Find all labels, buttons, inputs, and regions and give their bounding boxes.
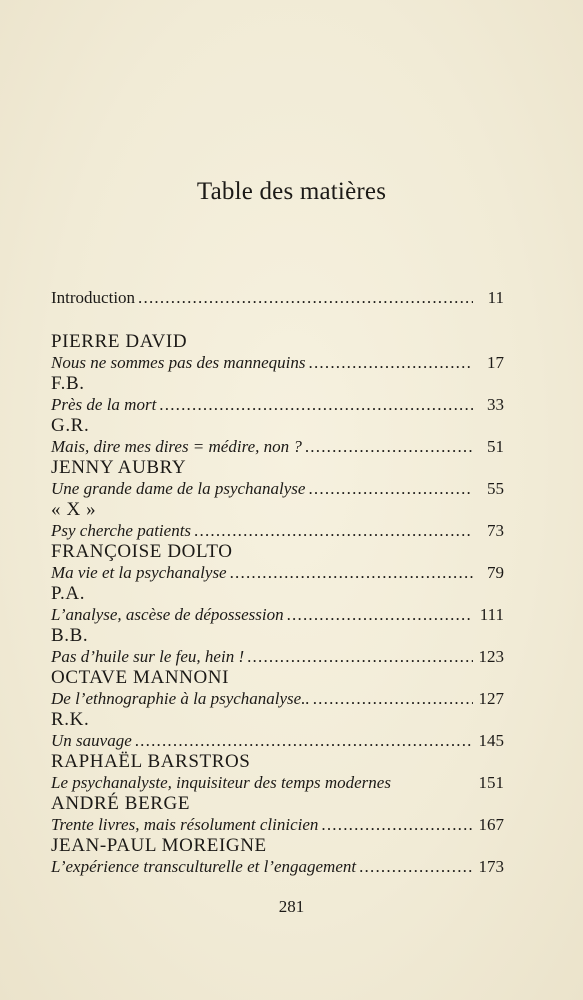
toc-author: R.K. [51, 709, 90, 730]
toc-introduction-page: 11 [487, 288, 504, 307]
leader-dots [287, 604, 473, 625]
leader-dots [308, 478, 473, 499]
toc-page-number: 145 [478, 731, 504, 750]
toc-entry [51, 373, 504, 415]
toc-author: OCTAVE MANNONI [51, 667, 230, 688]
toc-entry [51, 415, 504, 457]
toc-author: G.R. [51, 415, 90, 436]
toc-entries [51, 331, 504, 877]
table-of-contents [51, 287, 504, 877]
toc-author: RAPHAËL BARSTROS [51, 751, 251, 772]
toc-entry [51, 709, 504, 751]
toc-chapter-row [51, 436, 504, 457]
toc-page-number: 73 [487, 521, 504, 540]
toc-chapter-row [51, 394, 504, 415]
leader-dots [230, 562, 473, 583]
toc-entry [51, 625, 504, 667]
toc-page-number: 123 [478, 647, 504, 666]
leader-dots [194, 520, 473, 541]
toc-page-number: 79 [487, 563, 504, 582]
toc-chapter-title: Trente livres, mais résolument clinicien [51, 815, 319, 834]
toc-chapter-title: Pas d’huile sur le feu, hein ! [51, 647, 245, 666]
toc-chapter-row [51, 688, 504, 709]
toc-author: JEAN-PAUL MOREIGNE [51, 835, 267, 856]
toc-author: PIERRE DAVID [51, 331, 188, 352]
toc-chapter-row [51, 604, 504, 625]
toc-entry [51, 457, 504, 499]
toc-page-number: 151 [478, 773, 504, 792]
toc-page-number: 127 [478, 689, 504, 708]
toc-entry [51, 793, 504, 835]
toc-chapter-title: Près de la mort [51, 395, 157, 414]
toc-chapter-row [51, 772, 504, 793]
toc-chapter-row [51, 730, 504, 751]
toc-entry [51, 331, 504, 373]
toc-entry [51, 499, 504, 541]
toc-chapter-title: Nous ne sommes pas des mannequins [51, 353, 306, 372]
toc-chapter-row [51, 478, 504, 499]
toc-chapter-title: L’expérience transculturelle et l’engagement [51, 857, 357, 876]
toc-chapter-title: Ma vie et la psychanalyse [51, 563, 227, 582]
toc-chapter-row [51, 562, 504, 583]
leader-dots [321, 814, 473, 835]
toc-chapter-row [51, 856, 504, 877]
toc-author: B.B. [51, 625, 89, 646]
toc-chapter-title: Psy cherche patients [51, 521, 192, 540]
page-title: Table des matières [196, 178, 387, 205]
toc-chapter-title: Le psychanalyste, inquisiteur des temps modernes [51, 773, 391, 792]
toc-entry [51, 583, 504, 625]
leader-dots [138, 287, 473, 308]
toc-page-number: 55 [487, 479, 504, 498]
leader-dots [159, 394, 473, 415]
toc-chapter-row [51, 520, 504, 541]
toc-chapter-row [51, 352, 504, 373]
leader-dots [247, 646, 473, 667]
toc-chapter-row [51, 814, 504, 835]
leader-dots [359, 856, 473, 877]
toc-chapter-title: Une grande dame de la psychanalyse [51, 479, 306, 498]
toc-entry [51, 541, 504, 583]
page-number: 281 [278, 897, 305, 916]
toc-introduction [51, 287, 504, 308]
toc-author: JENNY AUBRY [51, 457, 187, 478]
toc-introduction-label: Introduction [51, 288, 136, 307]
toc-chapter-title: Un sauvage [51, 731, 132, 750]
toc-page-number: 173 [478, 857, 504, 876]
leader-dots [309, 352, 473, 373]
toc-entry [51, 835, 504, 877]
toc-page-number: 33 [487, 395, 504, 414]
toc-author: ANDRÉ BERGE [51, 793, 191, 814]
toc-author: F.B. [51, 373, 85, 394]
toc-chapter-title: Mais, dire mes dires = médire, non ? [51, 437, 302, 456]
toc-entry [51, 667, 504, 709]
leader-dots [313, 688, 473, 709]
toc-chapter-title: L’analyse, ascèse de dépossession [51, 605, 284, 624]
toc-chapter-row [51, 646, 504, 667]
leader-dots [305, 436, 473, 457]
toc-page-number: 111 [479, 605, 504, 624]
toc-page-number: 51 [487, 437, 504, 456]
toc-author: « X » [51, 499, 97, 520]
toc-chapter-title: De l’ethnographie à la psychanalyse.. [51, 689, 310, 708]
toc-entry [51, 751, 504, 793]
leader-dots [135, 730, 473, 751]
toc-page-number: 17 [487, 353, 504, 372]
toc-page-number: 167 [478, 815, 504, 834]
toc-author: FRANÇOISE DOLTO [51, 541, 233, 562]
toc-author: P.A. [51, 583, 86, 604]
